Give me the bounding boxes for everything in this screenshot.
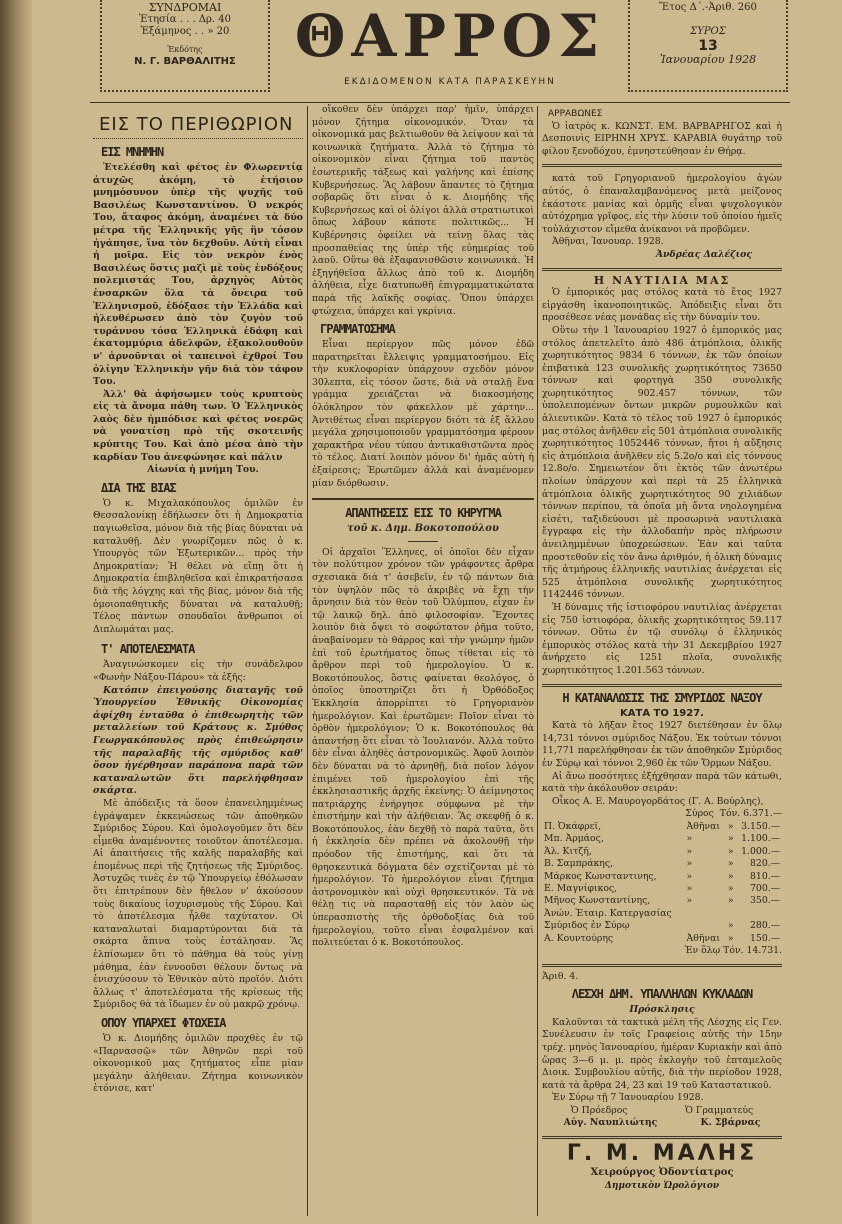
table-cell-val: 1.100.—: [741, 833, 780, 845]
table-cell-place: »: [686, 858, 693, 870]
article-text: Οὕτω τὴν 1 Ἰανουαρίου 1927 ὁ ἐμπορικός μας στόλος ἀπετελεῖτο ἀπὸ 486 ἀτμόπλοια, ὁλικῆς χωρητικότητος 9834 6 τόννων, ἐκ τῶν ὁποίων ἐπιβατικὰ 123 συνολικῆς χωρητικότητος 73650 τόννων καὶ φορτηγὰ 350 συνολικῆς χωρητικότητος 902.457 τόννων, τῶν ὑπολειπομένων ὄντων μικρῶν ρυμουλκῶν καὶ ἁλιευτικῶν. Κατὰ τὸ τέλος τοῦ 1927 ὁ ἐμπορικός μας στόλος ἀνῆλθεν εἰς 501 ἀτμόπλοια συνολικῆς χωρητικότητος 1052446 τόννων, ἤτοι ἡ αὔξησις εἰς ἀτμόπλοια ἀνῆλθεν εἰς 5.2ο/ο καὶ εἰς τόννους 12.8ο/ο. Σημειωτέον ὅτι ἐκτὸς τῶν ἀνωτέρω πλοίων ὑπάρχουν καὶ περὶ τὰ 25 ἑλληνικὰ ἀτμόπλοια ὁλικῆς χωρητικότητος 90 χιλιάδων τόννων περίπου, τὰ ὁποῖα μὴ ὄντα νηολογημένα εἰσέτι, ταξιδεύουσι μὲ προσωρινὰ ναυτιλιακὰ ἔγγραφα εἰς τὴν ἀλλοδαπὴν πρὸς πλήρωσιν ἀνειλημμένων ὑποχρεώσεων. Ἐὰν καὶ ταῦτα προστεθοῦν εἰς τὸν ἄνω ἀριθμόν, ἡ ὁλικὴ δύναμις τῆς ἀτμήρους ἑλληνικῆς ναυτιλίας ἀνέρχεται εἰς 525 ἀτμόπλοια συνολικῆς χωρητικότητος 1142446 τόννων.: [542, 324, 782, 601]
article-text: Ἐτελέσθη καὶ φέτος ἐν Φλωρεντίᾳ ἀτυχῶς ἀκόμη, τὸ ἐτήσιον μνημόσυνον ὑπὲρ τῆς ψυχῆς τοῦ Βασιλέως Κωνσταντίνου. Ὁ νεκρός Του, ἄταφος ἀκόμη, ἀναμένει τὰ δύο μέτρα τῆς Ἑλληνικῆς γῆς ἣν τόσον ἠγάπησε, ἵνα τὸν δεχθοῦν. Αὐτὴ εἶναι ἡ μοῖρα. Εἰς τὸν νεκρὸν ἑνὸς Βασιλέως ὅστις μαζὶ μὲ τοὺς ἐνδόξους πολεμιστάς Του, ἀρχηγὸς Αὐτὸς ἐνσαρκῶν ὅλα τὰ ὄνειρα τοῦ Ἑλληνισμοῦ, ἐδόξασε τὴν Ἑλλάδα καὶ ἠλευθέρωσεν ἀπὸ τὸν ζυγὸν τοῦ τυράννου τόσα Ἑλληνικὰ ἐδάφη καὶ ἑκατομμύρια ἀδελφῶν, ἐξακολουθοῦν ν' ἀρνοῦνται οἱ ταπεινοὶ ἐχθροί Του ὀλίγην Ἑλληνικὴν γῆν διὰ τὸν τάφον Του.: [93, 162, 303, 388]
article-byline: τοῦ κ. Δημ. Βοκοτοπούλου: [347, 523, 499, 535]
issue-date: Ἰανουαρίου 1928: [659, 53, 757, 66]
subscriptions-box: [100, 0, 270, 92]
table-cell-val: 820.—: [750, 858, 780, 870]
notice-number: Ἀριθ. 4.: [542, 970, 579, 982]
article-text: Ἀναγινώσκομεν εἰς τὴν συνάδελφον «Φωνὴν Νάξου-Πάρου» τὰ ἑξῆς:: [93, 659, 303, 683]
table-cell-place: »: [686, 870, 693, 882]
advertisement-line: Δημοτικὸν Ὡρολόγιον: [604, 1180, 720, 1191]
heading-arravones: ΑΡΡΑΒΩΝΕΣ: [548, 109, 603, 119]
table-first-value: Τόν. 6.371.—: [719, 808, 782, 820]
advertisement-name: Γ. Μ. ΜΑΛΗΣ: [566, 1141, 758, 1167]
column-2: [312, 104, 534, 1214]
table-row: [542, 821, 782, 833]
short-divider: [408, 541, 438, 542]
table-cell-name: Σμύριδος ἐν Σύρῳ: [544, 920, 630, 932]
heading-dia-tis-vias: ΔΙΑ ΤΗΣ ΒΙΑΣ: [101, 480, 176, 495]
subscription-half: Ἑξάμηνος . . » 20: [140, 26, 230, 37]
announcement-text: Ὁ ἰατρὸς κ. ΚΩΝΣΤ. ΕΜ. ΒΑΡΒΑΡΗΓΟΣ καὶ ἡ Δεσποινὶς ΕΙΡΗΝΗ ΧΡΥΣ. ΚΑΡΑΒΙΑ θυγάτηρ τοῦ φίλου ξενοδόχου, ἐμνηστεύθησαν ἐν Θήρᾳ.: [542, 120, 782, 157]
president-label: Ὁ Πρόεδρος: [570, 1104, 628, 1116]
table-row: [542, 920, 782, 932]
article-text: Ὁ κ. Μιχαλακόπουλος ὁμιλῶν ἐν Θεσσαλονίκῃ ἐδήλωσεν ὅτι ἡ Δημοκρατία παγιωθεῖσα, μόνον διὰ τῆς βίας δύναται νὰ καταλυθῇ. Δὲν γνωρίζομεν πῶς ὁ κ. Υπουργὸς τῶν Ἐξωτερικῶν... πρὸς τὴν Δημοκρατίαν; Ἡ θέλει νὰ εἴπῃ ὅτι ἡ Δημοκρατία ἐπιβληθεῖσα καὶ ἐπικρατήσασα διὰ τῆς λόγχης καὶ τῆς βίας, μόνον διὰ τῆς ὁμοιοπαθητικῆς δύναται νὰ καταλυθῇ; Τέλος πάντων σπουδαῖοι ἄνθρωποι οἱ Διπλωμάται μας.: [93, 497, 303, 635]
table-row: [542, 908, 782, 920]
table-cell-name: Ε. Μαγνίφικος,: [544, 882, 618, 894]
table-cell-place: Ἀθῆναι: [686, 820, 721, 832]
article-text: Κατὰ τὸ λῆξαν ἔτος 1927 διετέθησαν ἐν ὅλῳ 14,731 τόννοι σμύριδος Νάξου. Ἐκ τούτων τόννοι 11,771 παρελήφθησαν ἐκ τῶν ἀποθηκῶν Σμύριδος ἐν Σύρῳ καὶ τόννοι 2,960 ἐκ τῶν Ὄρμων Νάξου.: [542, 720, 782, 769]
table-cell-place: »: [686, 845, 693, 857]
table-cell-q: »: [727, 895, 734, 907]
notice-text: Καλοῦνται τὰ τακτικὰ μέλη τῆς Λέσχης εἰς Γεν. Συνέλευσιν ἐν τοῖς Γραφείοις αὐτῆς τὴν 15ην τρέχ. μηνὸς Ἰανουαρίου, ἡμέραν Κυριακὴν καὶ ἀπὸ ὥρας 3—6 μ. μ. πρὸς ἐκλογὴν τοῦ ἐπταμελοῦς Διοικ. Συμβουλίου αὐτῆς, διὰ τὴν περίοδον 1928, κατὰ τὰ ἄρθρα 24, 23 καὶ 19 τοῦ Καταστατικοῦ.: [542, 1016, 782, 1091]
divider: [312, 498, 534, 500]
issue-box: [628, 0, 788, 92]
heading-lesxi-sub: Πρόσκλησις: [629, 1004, 695, 1016]
article-closing: Αἰωνία ἡ μνήμη Του.: [147, 464, 259, 476]
article-text: Μὲ ἀπόδειξις τὰ ὅσον ἐπανειλημμένως ἐγράψαμεν ἐκκενώσεως τῶν ἀποθηκῶν Σμύριδος Σύρου. Καὶ ὁμολογοῦμεν ὅτι δὲν εἶμεθα ἀναμένοντες τοιοῦτον ἀποτέλεσμα. Αἱ ἀπαιτήσεις τῆς καλῆς παραλαβῆς καὶ ἐπομένως περὶ τῆς ζητήσεως τῆς Σμύριδος. Ἀστυχῶς τινὲς ἐν τῷ Ὑπουργείῳ ἐθόλωσαν ὅτι ἐπιτρέπουν δὲν ἤθελον ν' ἀκούσουν τοὺς δικαίους ἰσχυρισμοὺς τῆς Σύρου. Καὶ τὸ ἀποτέλεσμα ἦλθε ταχύτατον. Οἱ καταναλωταὶ διαμαρτύρονται διὰ τὰ σκάρτα ἅπινα τοὺς ἐστάλησαν. Ἂς ἐλπίσωμεν ὅτι τὸ πάθημα θὰ τοὺς γίνῃ μάθημα, ἐὰν ἐννοοῦσι θέλουν ὄντως νὰ ἐνισχύσουν τὸ Ἐθνικὸν αὐτὸ προϊόν. Διότι ἄλλως τ' ἀποτελέσματα τῆς κρίσεως τῆς Σμύριδος θὰ τὰ ἴδωμεν ἐν οὐ μακρῷ χρόνῳ.: [93, 797, 303, 1011]
divider: [542, 964, 782, 967]
table-cell-val: 700.—: [750, 882, 780, 894]
table-cell-name: Μπ. Ἀρμάος,: [544, 833, 604, 845]
table-cell-place: »: [686, 833, 693, 845]
table-cell-place: [685, 920, 726, 932]
table-cell-name: Μάρκος Κωνσταντινης,: [544, 870, 657, 882]
notice-date: Ἐν Σύρῳ τῇ 7 Ἰανουαρίου 1928.: [552, 1092, 704, 1104]
smyris-table: [542, 821, 782, 945]
table-cell-val: 150.—: [750, 932, 780, 944]
table-cell-name: Μῆνος Κωνσταντίνης,: [544, 895, 651, 907]
table-cell-name: Ἀλ. Κιτζῆ,: [544, 845, 592, 857]
divider: [542, 268, 782, 271]
secretary-name: Κ. Σβάρνας: [700, 1117, 761, 1129]
table-cell-q: »: [727, 845, 734, 857]
article-signature: Ἀνδρέας Δαλέζιος: [655, 248, 752, 260]
table-total: Ἐν ὅλῳ Τόν. 14.731.: [684, 944, 782, 956]
column-rule: [307, 106, 308, 1216]
heading-eis-mnimin: ΕΙΣ ΜΝΗΜΗΝ: [101, 145, 164, 159]
table-row: [542, 883, 782, 895]
heading-grammatosima: ΓΡΑΜΜΑΤΟΣΗΜΑ: [320, 322, 395, 337]
table-row: [542, 833, 782, 845]
table-cell-q: »: [727, 932, 734, 944]
table-row: [542, 933, 782, 945]
heading-opou-yparxei-ftoxeia: ΟΠΟΥ ΥΠΑΡΧΕΙ ΦΤΩΧΕΙΑ: [101, 1016, 226, 1030]
table-row: [542, 895, 782, 907]
ornamental-divider: [542, 164, 782, 167]
heading-apotelesmata: Τ' ΑΠΟΤΕΛΕΣΜΑΤΑ: [101, 642, 195, 657]
divider: [542, 1136, 782, 1139]
article-text: Αἱ ἄνω ποσότητες ἐξήχθησαν παρὰ τῶν κάτωθι, κατὰ τὴν ἀκόλουθον σειράν:: [542, 770, 782, 795]
publisher-name: Ν. Γ. ΒΑΡΘΑΛΙΤΗΣ: [134, 56, 236, 67]
table-cell-val: 3.150.—: [741, 820, 780, 832]
column-1: [93, 112, 303, 1172]
heading-lesxi: ΛΕΣΧΗ ΔΗΜ. ΥΠΑΛΛΗΛΩΝ ΚΥΚΛΑΔΩΝ: [571, 987, 753, 1002]
subscriptions-heading: ΣΥΝΔΡΟΜΑΙ: [148, 1, 222, 14]
table-cell-q: »: [727, 882, 734, 894]
secretary-label: Ὁ Γραμματεύς: [684, 1104, 754, 1116]
advertisement-line: Χειρούργος Ὀδοντίατρος: [590, 1167, 734, 1179]
table-cell-q: »: [727, 858, 734, 870]
table-cell-place: »: [686, 882, 693, 894]
table-cell-val: [736, 908, 782, 920]
table-cell-val: 280.—: [750, 920, 780, 932]
article-text: Ἡ δύναμις τῆς ἱστιοφόρου ναυτιλίας ἀνέρχεται εἰς 750 ἱστιοφόρα, ὁλικῆς χωρητικότητος 59.117 τόννων. Οὕτω ἐν τῷ συνόλῳ ὁ ἑλληνικὸς ἐμπορικὸς στόλος κατὰ τὴν 31 Δεκεμβρίου 1927 ἀνήρχετο εἰς 1251 πλοῖα, συνολικῆς χωρητικότητος 1.201.563 τόννων.: [542, 601, 782, 676]
article-text: Οἱ ἀρχαῖοι Ἕλληνες, οἱ ὁποῖοι δὲν εἶχαν τὸν πολύτιμον χρόνον τῶν γράφοντες ἄρθρα σχεσιακὰ διὰ τ' ἀσεβεῖν, ἐν τῷ πάντων διὰ τὸν ὑψηλὸν πῶς τὸ ἀκριβὲς νὰ ἔχῃ τὴν ἄρνησιν διὰ τὸν θεὸν τοῦ Ὀλύμπου, εἶχαν ἐν τῷ λαικῷ δηλ. ἀπὸ φιλοσοφίαν. Ἔχοντες λοιπὸν διὰ ὄψει τὸ σοφώτατον ῥῆμα τοῦτο, ἀναβαίνομεν τὸ θάρρος καὶ τὴν γνώμην ἡμῶν ἐπὶ τοῦ ἐρωτήματος ὅπως τίθεται εἰς τὸ ἄρθρον περὶ τοῦ ἡμερολογίου. Ὁ κ. Βοκοτόπουλος, ὅστις φαίνεται θεολόγος, ὁ ὁποῖος ὑποστηρίζει ὅτι ἡ Ὀρθόδοξος Ἐκκλησία ἀπορρίπτει τὸ Γρηγοριανὸν ἡμερολόγιον. Καὶ ἐρωτῶμεν: Ποῖον εἶναι τὸ ὀρθὸν ἡμερολόγιον; Ὁ κ. Βοκοτόπουλος θὰ ἀπαντήσῃ ὅτι εἶναι τὸ Ἰουλιανόν. Ἀλλὰ τοῦτο δὲν εἶναι ἀληθὲς ἀστρονομικῶς. Ἀφοῦ λοιπὸν δὲν δύναται νὰ τὸ ἀρνηθῇ, διὰ ποῖον λόγον ἐπιμένει τοῦ ἡμερολογίου ἐπὶ τῆς ἐκκλησιαστικῆς ἀρχῆς ἐκείνης; Ὁ ἀείμνηστος πατριάρχης ἐνήργησε σύμφωνα μὲ τὴν ἐπιστήμην καὶ τὴν ἀλήθειαν. Ἂς σκεφθῇ ὁ κ. Βοκοτόπουλος, ἐὰν δεχθῇ τὸ παρὰ ταῦτα, ὅτι ἡ ἐκκλησία δὲν πρέπει νὰ ἀκολουθῇ τὴν πρόοδον τῆς ἐπιστήμης, καὶ ὅτι τὰ θρησκευτικὰ δόγματα δὲν σχετίζονται μὲ τὸ ἡμερολόγιον. Τὸ ἡμερολόγιον εἶναι ζήτημα ἀστρονομικὸν καὶ οὐχὶ θρησκευτικόν. Τὰ νὰ θέλῃ τις νὰ παρασταθῇ εἰς τὸν λαὸν ὡς ὑπερασπιστὴς τῆς ὀρθοδοξίας διὰ τοῦ ἡμερολογίου, τοῦτο εἶναι ἐσφαλμένον καὶ πολιτεύεται ὁ κ. Βοκοτόπουλος.: [312, 546, 534, 949]
heading-apantiseis: ΑΠΑΝΤΗΣΕΙΣ ΕΙΣ ΤΟ ΚΗΡΥΓΜΑ: [345, 506, 501, 521]
president-name: Αὐγ. Ναυπλιώτης: [563, 1117, 658, 1129]
table-first-place: Σύρος: [685, 808, 714, 820]
publisher-label: Ἐκδότης: [167, 45, 203, 54]
article-text: Εἶναι περίεργον πῶς μόνον ἐδῶ παρατηρεῖται ἔλλειψις γραμματοσήμου. Εἰς τὴν κυκλοφορίαν ὑπάρχουν σχεδὸν μόνον 30λεπτα, εἰς τόσον ὥστε, διὰ νὰ σταλῇ ἕνα γράμμα χρειάζεται νὰ διακοσμήσῃς ὁλόκληρον τὸν φάκελλον μὲ χάρτην... Ἀντιθέτως εἶναι περίεργον διότι τὰ ἐξ ἄλλου μεγάλα χρησιμοποιοῦν γραμματόσημα φέρουν χαρακτῆρα νέου τύπου ἀντικαθιστῶντα πρὸς τὸ τέλος. Διατί λοιπὸν μόνον δι' ἡμᾶς αὐτὴ ἡ ἐξαίρεσις; Ἐρωτῶμεν ἀλλὰ καὶ ἀναμένομεν μίαν διόρθωσιν.: [312, 339, 534, 489]
heading-smyris: Η ΚΑΤΑΝΑΛΩΣΙΣ ΤΗΣ ΣΜΥΡΙΔΟΣ ΝΑΞΟΥ: [562, 690, 762, 705]
column-rule: [537, 106, 538, 1216]
table-cell-q: »: [727, 870, 734, 882]
table-cell-place: Ἀθῆναι: [686, 932, 721, 944]
wavy-divider: [93, 138, 303, 139]
table-cell-name: Β. Σαμπράκης,: [544, 858, 614, 870]
article-text: Ὁ κ. Διομήδης ὁμιλῶν προχθὲς ἐν τῷ «Παρνασσῷ» τῶν Ἀθηνῶν περὶ τοῦ οἰκονομικοῦ μας ζητήματος εἶπε μίαν μεγάλην ἀλήθειαν. Ζήτημα κοινωνικὸν ἐτόνισε, κατ': [93, 1033, 303, 1095]
table-cell-name: Α. Κουντούρης: [544, 932, 614, 944]
table-cell-q: »: [727, 920, 734, 932]
table-cell-val: 350.—: [750, 895, 780, 907]
masthead-rule: [90, 102, 790, 103]
subscription-yearly: Ἐτησία . . . Δρ. 40: [139, 14, 231, 25]
table-cell-name: Π. Ὀκάφρεϊ,: [544, 820, 602, 832]
table-cell-name: Ἀνών. Ἑταιρ. Κατεργασίας: [544, 907, 672, 919]
issue-day: 13: [698, 38, 718, 54]
table-cell-val: 1.000.—: [741, 845, 780, 857]
table-row: [542, 871, 782, 883]
masthead-subtitle: ΕΚΔΙΔΟΜΕΝΟΝ ΚΑΤΑ ΠΑΡΑΣΚΕΥΗΝ: [344, 77, 556, 87]
table-first-name: Οἶκος Α. Ε. Μαυρογορδάτος (Γ. Α. Βούρλης),: [552, 795, 764, 807]
article-text: οἴκοθεν δὲν ὑπάρχει παρ' ἡμῖν, ὑπάρχει μόνον ζήτημα οἰκονομικόν. Ὅταν τὰ οἰκονομικά μας βελτιωθοῦν θὰ λείψουν καὶ τὰ κοινωνικὰ ζητήματα. Ἀλλὰ τὸ ζήτημα τὸ οἰκονομικὸν εἶναι ζήτημα τοῦ παντὸς ἐσωτερικῆς τάξεως καὶ γαλήνης καὶ ἐπίσης Κυβερνήσεως. Ἂς λάβουν ἅπαντες τὸ ζήτημα σοβαρῶς ὅτι εἶναι ὁ κ. Διομήδης τῆς Κυβερνήσεως καὶ οἱ ὀλίγοι ἀλλὰ στρατιωτικοὶ ὅπως λάβουν κάποτε πολιτικῶς... Ἡ Κυβέρνησις ὀφείλει νὰ τείνῃ ὅλας τὰς προσπαθείας της ὑπὲρ τῆς εὐημερίας τοῦ λαοῦ. Οὕτω θὰ ἐξαφανισθῶσιν κοινωνικά. Ἡ ἐξηγήθεῖσα ἄλλως ἀπὸ τοῦ κ. Διομήδη ἀλήθεια, εἶχε διατυπωθῆ ἐπιγραμματικώτατα παρὰ τῆς λαϊκῆς σοφίας. Ὅπου ὑπάρχει φτώχεια, ὑπάρχει καὶ γκρίνια.: [312, 104, 534, 317]
table-cell-q: »: [727, 833, 734, 845]
table-cell-q: [725, 908, 736, 920]
issue-place: ΣΥΡΟΣ: [690, 26, 726, 37]
masthead-title: ΘΑΡΡΟΣ: [294, 2, 606, 70]
table-cell-place: »: [686, 895, 693, 907]
table-cell-q: »: [727, 820, 734, 832]
article-quote: Κατόπιν ἐπειγούσης διαταγῆς τοῦ Ὑπουργείου Ἐθνικῆς Οἰκονομίας ἀφίχθη ἐνταῦθα ὁ ἐπιθεωρητὴς τῶν μεταλλείων τοῦ Κράτους κ. Σμύθος Γεωργακόπουλος πρὸς ἐπιθεώρησιν τῆς παραλαβῆς τῆς σμύριδος καθ' ὅσον ἠγέρθησαν παράπονα παρὰ τῶν καταναλωτῶν ὅτι παρελήφθησαν σκάρτα.: [93, 684, 303, 797]
article-date: Ἀθῆναι, Ἰανουαρ. 1928.: [552, 236, 664, 248]
table-cell-val: 810.—: [750, 870, 780, 882]
table-row: [542, 858, 782, 870]
article-text: κατὰ τοῦ Γρηγοριανοῦ ἡμερολογίου ἀγὼν αὐτός, ὁ ἐπαναλαμβανόμενος μετὰ μείζονος ἐκάστοτε μανίας καὶ ὁρμῆς εἶναι ψυχολογικὸν αὐτόχρημα γρῖφος, εἰς τὴν λύσιν τοῦ ὁποίου ἡμεῖς τοὐλάχιστον εἴμεθα ἀνίκανοι νὰ προβῶμεν.: [542, 173, 782, 235]
table-row: [542, 846, 782, 858]
issue-number: Ἔτος Δ΄.-Ἀριθ. 260: [659, 2, 757, 13]
binding-edge: [0, 0, 32, 1224]
article-text: Ὁ ἐμπορικός μας στόλος κατὰ τὸ ἔτος 1927 εἰργάσθη ἱκανοποιητικῶς. Ἀπόδειξις εἶναι ὅτι προσέθεσε νέας μονάδας εἰς τὴν δύναμίν του.: [542, 287, 782, 324]
divider: [542, 684, 782, 687]
article-text: Ἀλλ' θὰ ἀφήσωμεν τοὺς κρυπτοὺς εἰς τὰ ἄνομα πάθη των. Ὁ Ἑλληνικὸς λαὸς δὲν ἠμπόδισε καὶ φέτος νοερῶς νὰ γονατίσῃ πρὸ τῆς σκοτεινῆς κρύπτης Του. Καὶ ἀπὸ μέσα ἀπὸ τὴν καρδίαν Του ἀνεφώνησε καὶ πάλιν: [93, 388, 303, 463]
section-title: ΕΙΣ ΤΟ ΠΕΡΙΘΩΡΙΟΝ: [99, 114, 294, 135]
table-cell-place: [685, 908, 726, 920]
heading-smyris-sub: ΚΑΤΑ ΤΟ 1927.: [620, 707, 704, 719]
heading-nautilia: Η ΝΑΥΤΙΛΙΑ ΜΑΣ: [593, 273, 731, 287]
column-3: [542, 108, 782, 1218]
